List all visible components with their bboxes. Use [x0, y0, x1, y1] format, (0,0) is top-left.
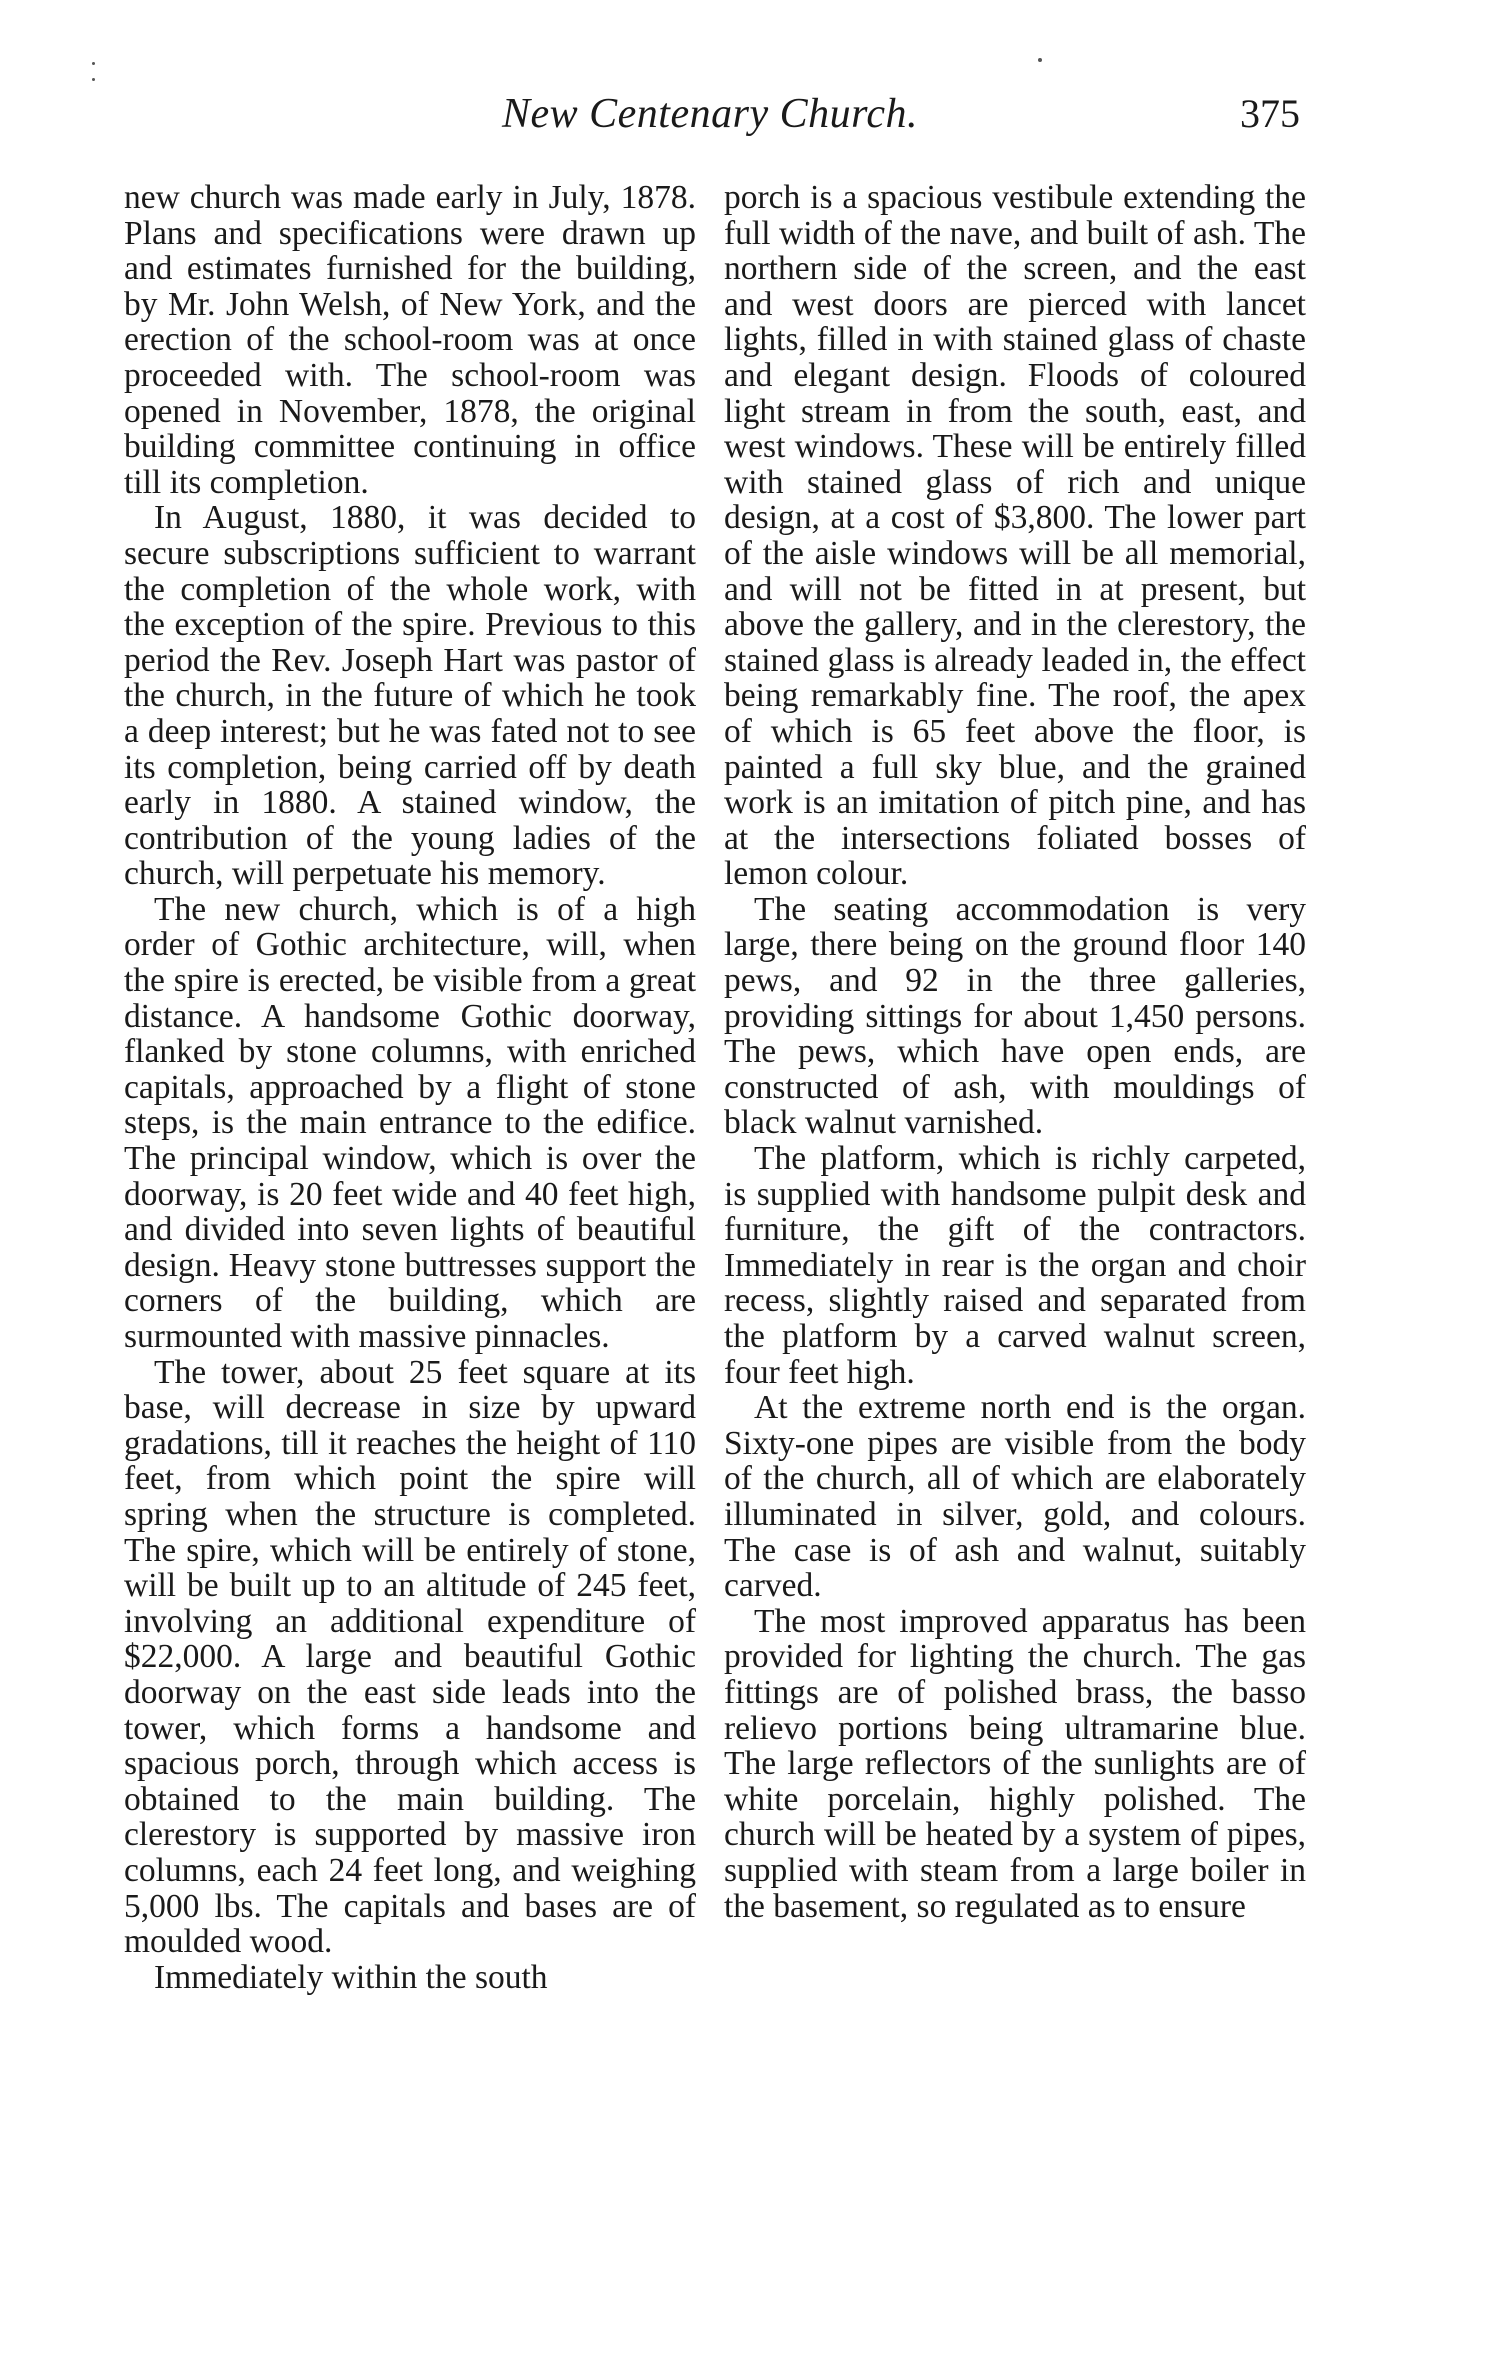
margin-speck [1038, 58, 1042, 62]
running-head [120, 90, 1300, 150]
paragraph: In August, 1880, it was decided to secure subscriptions sufficient to warrant the completion of the whole work, with the exception of the spire. Previous to this period the Rev. Joseph Hart was pastor of the church, in the future of which he took a deep interest; but he was fated not to see its completion, being carried off by death early in 1880. A stained window, the contribution of the young ladies of the church, will perpetuate his memory. [124, 499, 696, 893]
paragraph: Immediately within the south [154, 1958, 548, 1996]
margin-speck [92, 78, 95, 81]
paragraph: The most improved apparatus has been provided for lighting the church. The gas fittings are of polished brass, the basso relievo portions being ultramarine blue. The large reflectors of the sunlights are of white porcelain, highly polished. The church will be heated by a system of pipes, supplied with steam from a large boiler in the basement, so regulated as to ensure [724, 1602, 1306, 1925]
margin-speck [92, 62, 95, 65]
right-column [724, 180, 1306, 2240]
paragraph: At the extreme north end is the organ. Sixty-one pipes are visible from the body of the church, all of which are elaborately illuminated in silver, gold, and colours. The case is of ash and walnut, suitably carved. [724, 1389, 1306, 1605]
paragraph: porch is a spacious vestibule extending the full width of the nave, and built of ash. The northern side of the screen, and the east and west doors are pierced with lancet lights, filled in with stained glass of chaste and elegant design. Floods of coloured light stream in from the south, east, and west windows. These will be entirely filled with stained glass of rich and unique design, at a cost of $3,800. The lower part of the aisle windows will be all memorial, and will not be fitted in at present, but above the gallery, and in the clerestory, the stained glass is already leaded in, the effect being remarkably fine. The roof, the apex of which is 65 feet above the floor, is painted a full sky blue, and the grained work is an imitation of pitch pine, and has at the intersections foliated bosses of lemon colour. [724, 180, 1306, 893]
paragraph: The new church, which is of a high order of Gothic architecture, will, when the spire is erected, be visible from a great distance. A handsome Gothic doorway, flanked by stone columns, with enriched capitals, approached by a flight of stone steps, is the main entrance to the edifice. The principal window, which is over the doorway, is 20 feet wide and 40 feet high, and divided into seven lights of beautiful design. Heavy stone buttresses support the corners of the building, which are surmounted with massive pinnacles. [124, 890, 696, 1355]
left-column [124, 180, 696, 2240]
paragraph: The platform, which is richly carpeted, is supplied with handsome pulpit desk and furniture, the gift of the contractors. Immediately in rear is the organ and choir recess, slightly raised and separated from the platform by a carved walnut screen, four feet high. [724, 1140, 1306, 1391]
page-number: 375 [1240, 91, 1300, 136]
paragraph: new church was made early in July, 1878. Plans and specifications were drawn up and estimates furnished for the building, by Mr. John Welsh, of New York, and the erection of the school-room was at once proceeded with. The school-room was opened in November, 1878, the original building committee continuing in office till its completion. [124, 180, 696, 501]
paragraph: The seating accommodation is very large, there being on the ground floor 140 pews, and 92 in the three galleries, providing sittings for about 1,450 persons. The pews, which have open ends, are constructed of ash, with mouldings of black walnut varnished. [724, 890, 1306, 1142]
page-title: New Centenary Church. [501, 91, 919, 137]
paragraph: The tower, about 25 feet square at its base, will decrease in size by upward gradations, till it reaches the height of 110 feet, from which point the spire will spring when the structure is completed. The spire, which will be entirely of stone, will be built up to an altitude of 245 feet, involving an additional expenditure of $22,000. A large and beautiful Gothic doorway on the east side leads into the tower, which forms a handsome and spacious porch, through which access is obtained to the main building. The clerestory is supported by massive iron columns, each 24 feet long, and weighing 5,000 lbs. The capitals and bases are of moulded wood. [124, 1353, 696, 1961]
